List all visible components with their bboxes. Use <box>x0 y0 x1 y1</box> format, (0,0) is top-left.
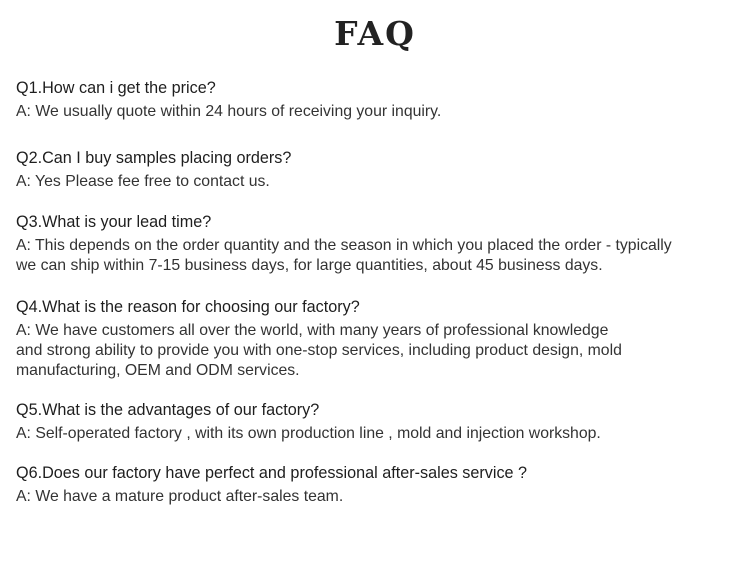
faq-item-6 <box>16 463 736 507</box>
faq-question: Q4.What is the reason for choosing our factory? <box>16 298 360 316</box>
faq-item-4 <box>16 297 736 381</box>
faq-answer: A: This depends on the order quantity and the season in which you placed the order - typically we can ship within 7-15 business days, for large quantities, about 45 business days. <box>16 237 672 274</box>
faq-item-2 <box>16 148 736 192</box>
faq-item-5 <box>16 400 736 444</box>
faq-question: Q5.What is the advantages of our factory? <box>16 401 320 419</box>
faq-question: Q1.How can i get the price? <box>16 79 216 97</box>
faq-answer: A: We have a mature product after-sales team. <box>16 488 344 505</box>
page-title: FAQ <box>334 14 416 53</box>
faq-answer: A: Yes Please fee free to contact us. <box>16 173 270 190</box>
faq-question: Q3.What is your lead time? <box>16 213 212 231</box>
faq-question: Q2.Can I buy samples placing orders? <box>16 149 292 167</box>
faq-answer: A: We usually quote within 24 hours of receiving your inquiry. <box>16 103 442 120</box>
faq-item-3 <box>16 212 736 276</box>
faq-question: Q6.Does our factory have perfect and professional after-sales service ? <box>16 464 528 482</box>
faq-answer: A: We have customers all over the world, with many years of professional knowledge and strong ability to provide you with one-stop services, including product design, mold manufacturing, OEM and ODM services. <box>16 322 622 379</box>
faq-answer: A: Self-operated factory , with its own production line , mold and injection workshop. <box>16 425 601 442</box>
faq-item-1 <box>16 78 736 122</box>
